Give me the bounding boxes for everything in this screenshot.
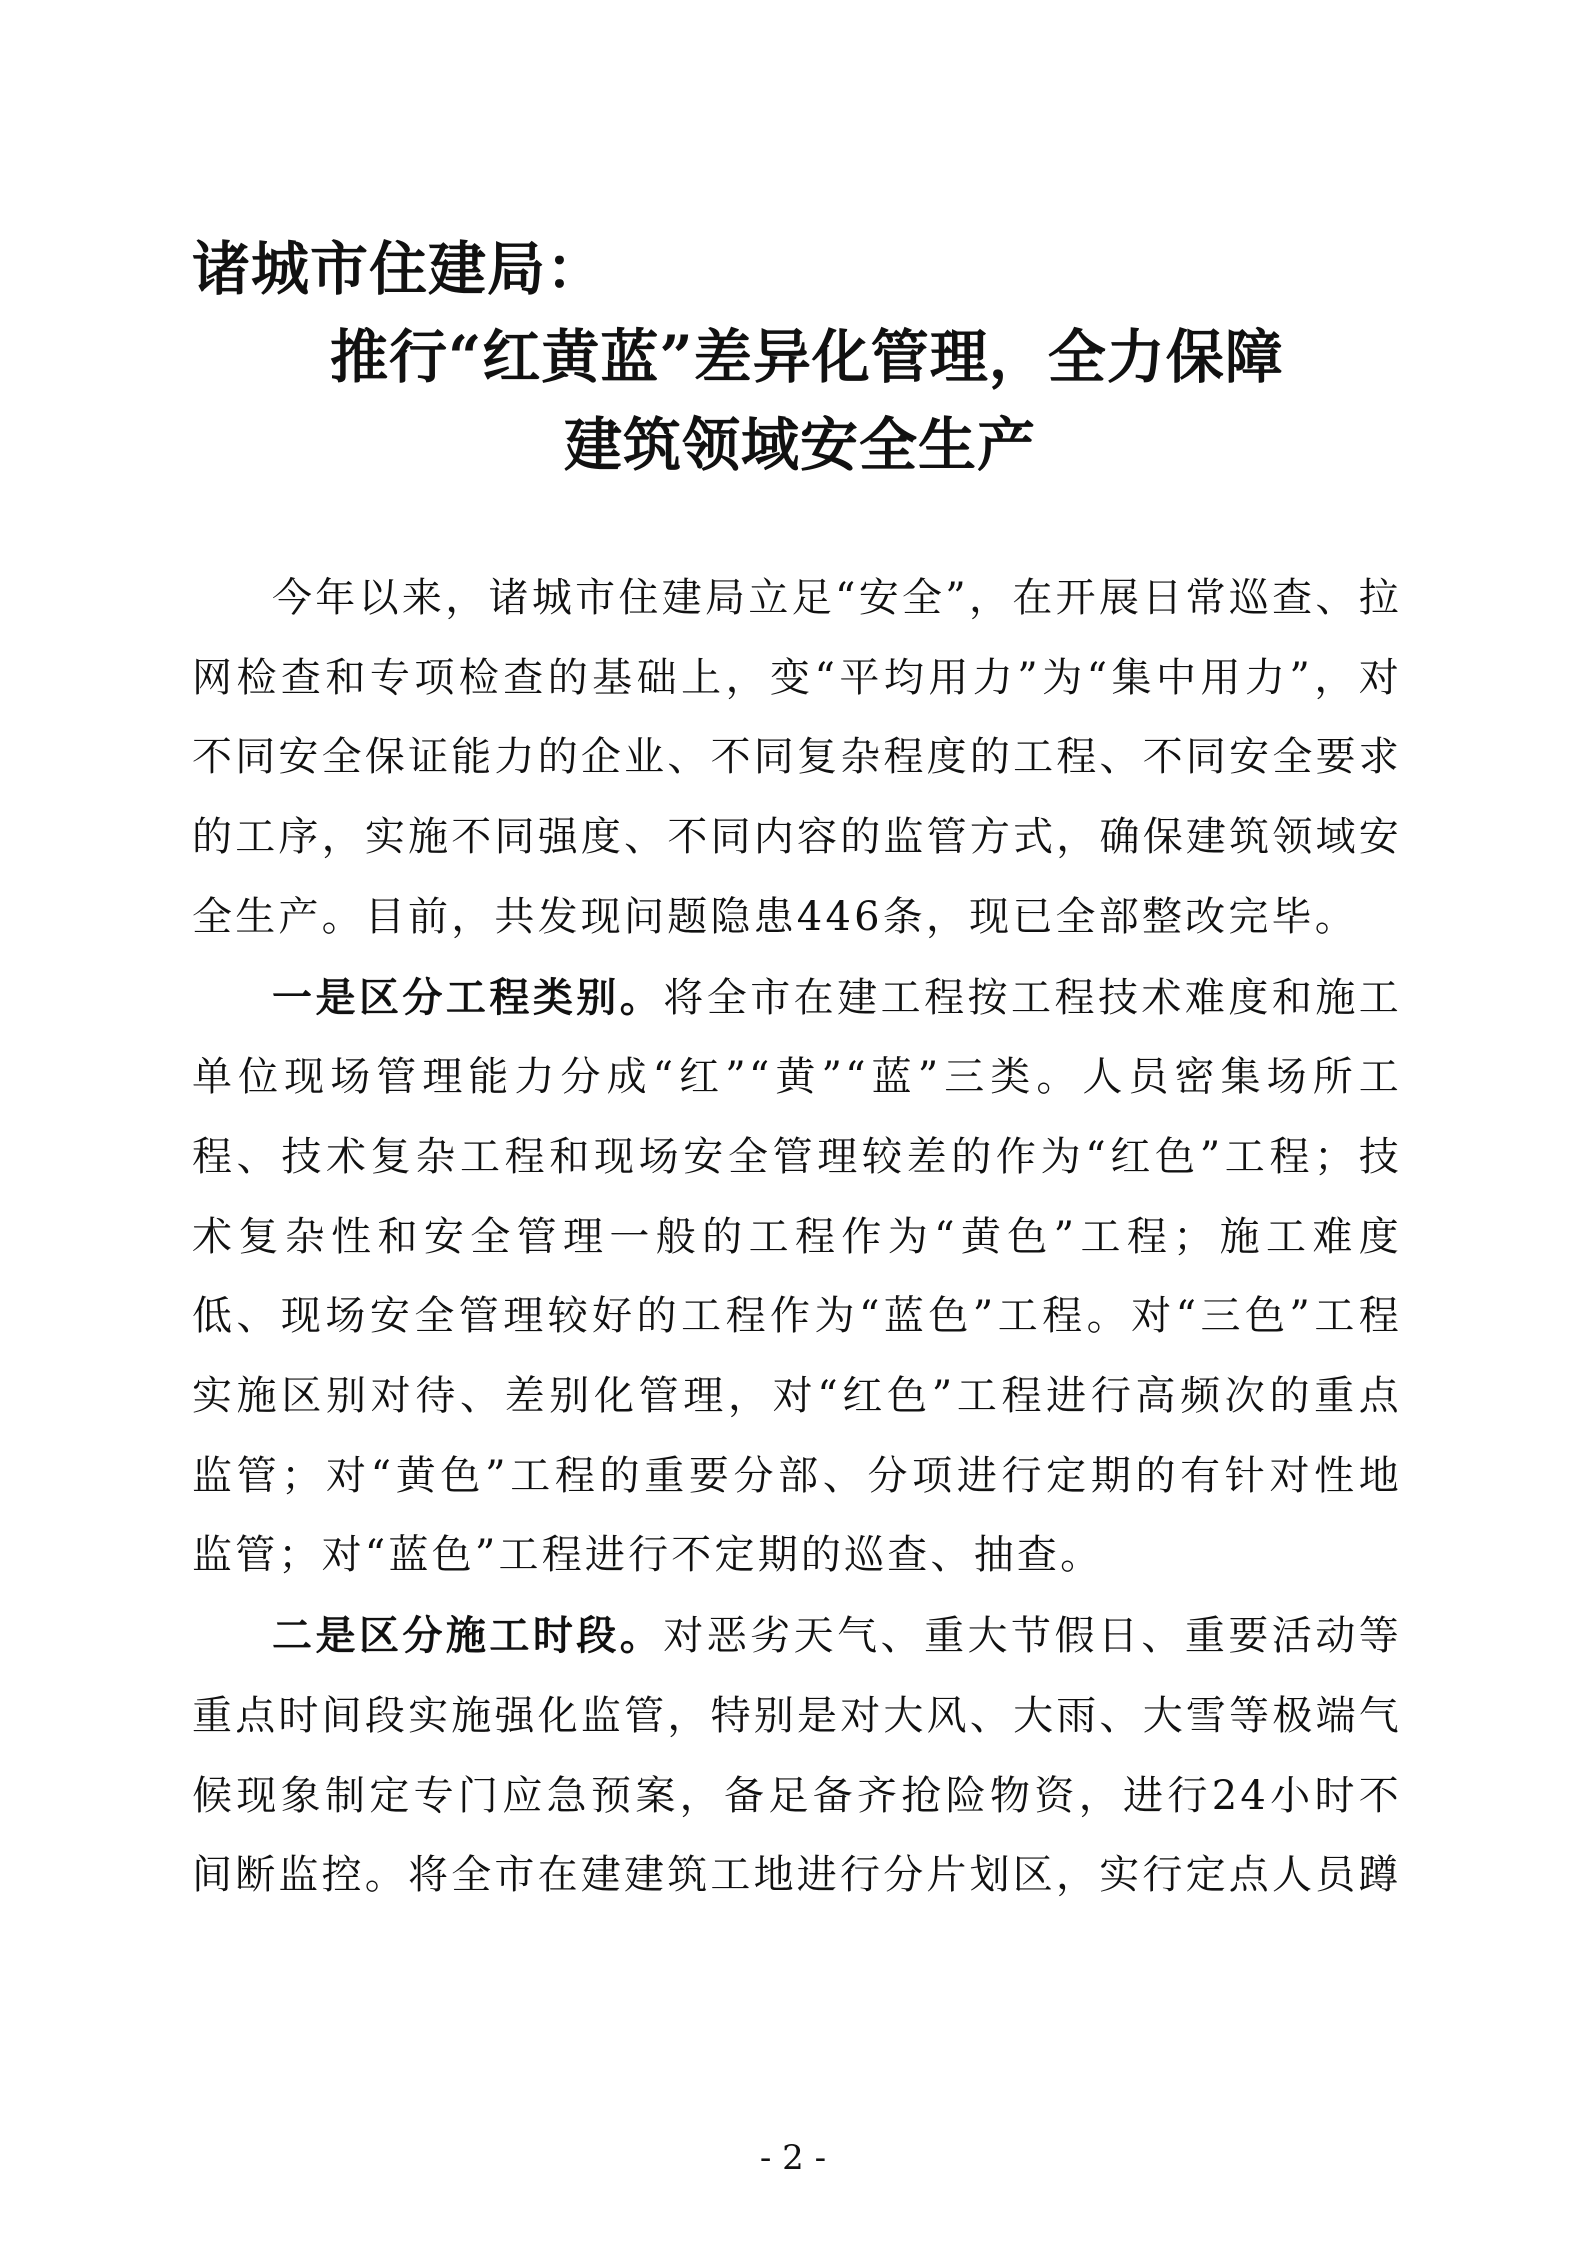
title-line-2: 推行“红黄蓝”差异化管理，全力保障	[330, 323, 1284, 391]
document-body	[192, 558, 1402, 1916]
page-number: - 2 -	[759, 2138, 827, 2178]
paragraph-intro	[192, 558, 1402, 958]
document-title	[192, 225, 1402, 489]
paragraph-text: 将全市在建工程按工程技术难度和施工单位现场管理能力分成“红”“黄”“蓝”三类。人员密集场所工程、技术复杂工程和现场安全管理较差的作为“红色”工程；技术复杂性和安全管理一般的工程作为“黄色”工程；施工难度低、现场安全管理较好的工程作为“蓝色”工程。对“三色”工程实施区别对待、差别化管理，对“红色”工程进行高频次的重点监管；对“黄色”工程的重要分部、分项进行定期的有针对性地监管；对“蓝色”工程进行不定期的巡查、抽查。	[192, 974, 1402, 1579]
paragraph-lead: 二是区分施工时段。	[272, 1612, 664, 1660]
title-line-3: 建筑领域安全生产	[564, 411, 1037, 479]
paragraph-construction-period	[192, 1596, 1402, 1916]
paragraph-project-category	[192, 958, 1402, 1597]
title-line-1: 诸城市住建局：	[192, 235, 606, 303]
paragraph-lead: 一是区分工程类别。	[272, 973, 664, 1021]
paragraph-text: 对恶劣天气、重大节假日、重要活动等重点时间段实施强化监管，特别是对大风、大雨、大雪等极端气候现象制定专门应急预案，备足备齐抢险物资，进行24小时不间断监控。将全市在建建筑工地进行分片划区，实行定点人员蹲	[192, 1613, 1402, 1899]
paragraph-text: 今年以来，诸城市住建局立足“安全”，在开展日常巡查、拉网检查和专项检查的基础上，变“平均用力”为“集中用力”，对不同安全保证能力的企业、不同复杂程度的工程、不同安全要求的工序，实施不同强度、不同内容的监管方式，确保建筑领域安全生产。目前，共发现问题隐患446条，现已全部整改完毕。	[192, 575, 1402, 940]
